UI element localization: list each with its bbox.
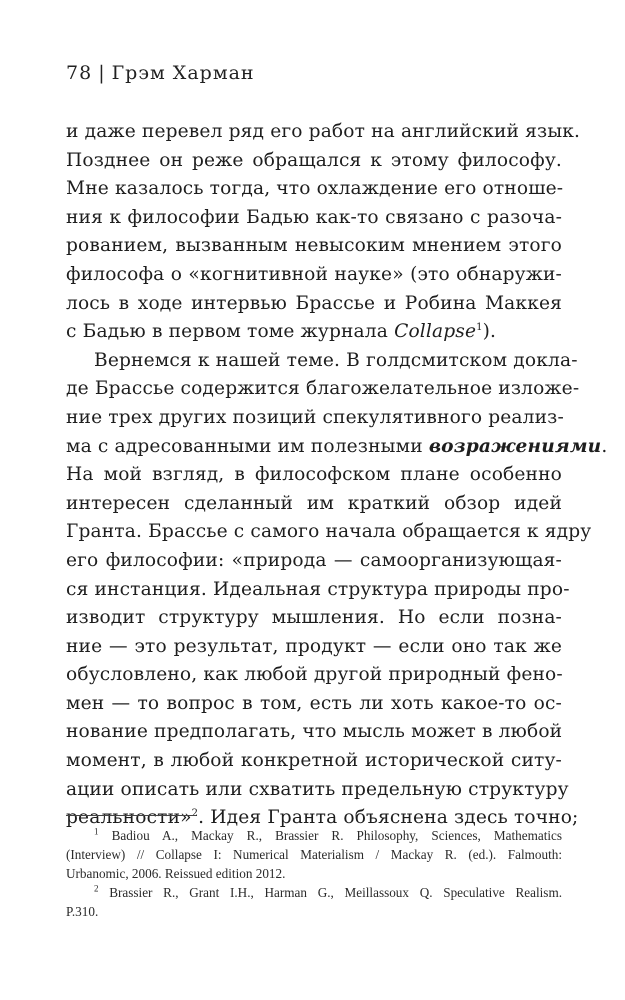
text-line: обусловлено, как любой другой природный фено- (66, 664, 563, 686)
running-header (66, 62, 255, 84)
text-line: ния к философии Бадью как-то связано с разоча- (66, 206, 562, 228)
footnote-divider (66, 815, 196, 816)
footnote-text: Badiou A., Mackay R., Brassier R. Philosophy, Sciences, Mathematics (111, 828, 563, 843)
text-line: ации описать или схватить предельную структуру (66, 778, 569, 800)
text-fragment: ). (482, 321, 497, 343)
text-fragment: ма с адресованными им полезными (66, 435, 429, 457)
footnote-line: Urbanomic, 2006. Reissued edition 2012. (66, 866, 286, 881)
text-line: Мне казалось тогда, что охлаждение его отноше- (66, 178, 564, 200)
text-line: Вернемся к нашей теме. В голдсмитском докла- (94, 349, 578, 371)
text-line: де Брассье содержится благожелательное изложе- (66, 378, 580, 400)
footnote-line: (Interview) // Collapse I: Numerical Materialism / Mackay R. (ed.). Falmouth: (66, 847, 562, 862)
text-line: момент, в любой конкретной исторической ситу- (66, 750, 562, 772)
footnote-line (66, 883, 562, 902)
footnote-line (66, 826, 562, 845)
text-line: рованием, вызванным невысоким мнением этого (66, 235, 562, 257)
text-line: ние трех других позиций спекулятивного реализ- (66, 406, 564, 428)
page-number: 78 (66, 62, 93, 84)
text-line: На мой взгляд, в философском плане особенно (66, 464, 562, 486)
footnotes (66, 826, 562, 921)
footnote-ref: 1 (476, 321, 483, 333)
text-line: ние — это результат, продукт — если оно так же (66, 635, 562, 657)
footnote-marker: 2 (94, 883, 99, 894)
text-line: интересен сделанный им краткий обзор идей (66, 492, 562, 514)
text-fragment: . (601, 435, 608, 457)
emphasized-word: возражениями (428, 435, 602, 457)
text-line: ся инстанция. Идеальная структура природы про- (66, 578, 570, 600)
text-fragment: реальности» (66, 807, 192, 829)
journal-title: Collapse (394, 321, 477, 343)
footnote-marker: 1 (94, 826, 99, 837)
footnote-ref: 2 (191, 808, 199, 820)
text-line: Позднее он реже обращался к этому философу. (66, 149, 562, 171)
text-line: лось в ходе интервью Брассье и Робина Маккея (66, 292, 562, 314)
text-fragment: с Бадью в первом томе журнала (66, 321, 395, 343)
text-line: нование предполагать, что мысль может в любой (66, 721, 563, 743)
running-title: Грэм Харман (111, 62, 255, 84)
body-text (66, 118, 608, 833)
text-line: и даже перевел ряд его работ на английский язык. (66, 121, 581, 142)
footnote-text: Brassier R., Grant I.H., Harman G., Meillassoux Q. Speculative Realism. (109, 885, 562, 900)
text-line (66, 318, 562, 347)
header-separator: | (98, 62, 106, 84)
text-line: философа о «когнитивной науке» (это обнаружи- (66, 263, 562, 285)
text-fragment: . Идея Гранта объяснена здесь точно; (198, 807, 579, 829)
text-line: Гранта. Брассье с самого начала обращается к ядру (66, 521, 592, 543)
text-line: его философии: «природа — самоорганизующая- (66, 549, 562, 571)
text-line: мен — то вопрос в том, есть ли хоть какое-то ос- (66, 692, 562, 714)
footnote-line: P.310. (66, 904, 99, 919)
text-line: изводит структуру мышления. Но если позна- (66, 607, 562, 629)
text-line (66, 433, 608, 462)
